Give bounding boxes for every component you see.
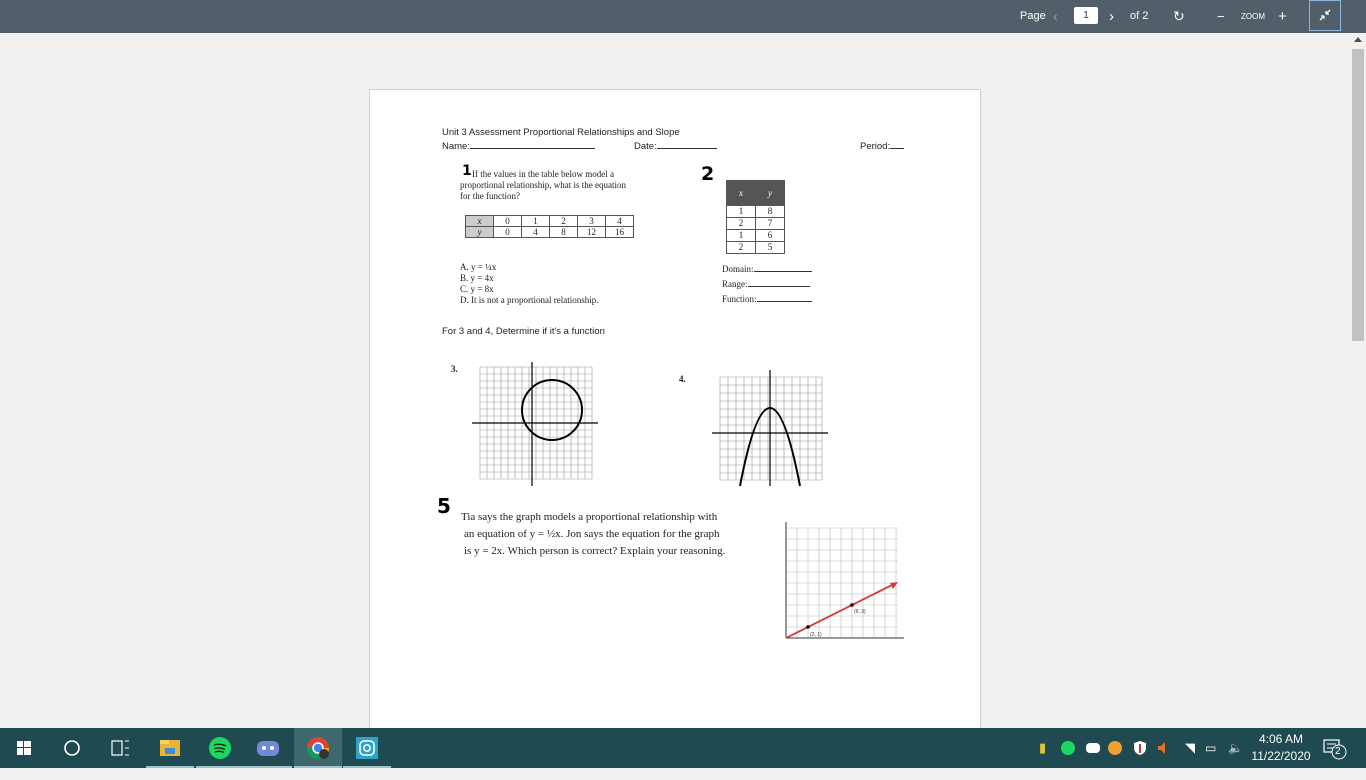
period-blank (890, 148, 904, 149)
q5-text-line: an equation of y = ½x. Jon says the equation for the graph (464, 528, 720, 540)
q1-table (465, 215, 634, 238)
table-header-y: y (756, 181, 785, 206)
table-header-y: y (466, 227, 494, 238)
discord-button[interactable] (244, 728, 292, 768)
function-field (722, 292, 812, 307)
spotify-icon (196, 728, 244, 768)
range-field (722, 277, 812, 292)
table-cell: 0 (494, 227, 522, 238)
table-cell: 12 (578, 227, 606, 238)
battery-icon[interactable]: ▭ (1205, 741, 1217, 755)
table-cell: 4 (522, 227, 550, 238)
notification-center-button[interactable] (1322, 737, 1348, 761)
table-header-x: x (727, 181, 756, 206)
discord-tray-icon[interactable] (1085, 740, 1101, 780)
table-header-x: x (466, 216, 494, 227)
q1-number: 1 (462, 163, 472, 179)
security-tray-icon[interactable]: ▮ (1039, 740, 1047, 755)
zoom-in-icon[interactable]: + (1278, 8, 1287, 25)
q5-number: 5 (437, 494, 451, 518)
date-blank (657, 148, 717, 149)
spotify-button[interactable] (196, 728, 244, 768)
table-cell: 7 (756, 218, 785, 230)
spotify-tray-icon[interactable] (1060, 740, 1076, 780)
table-cell: 2 (727, 218, 756, 230)
rotate-icon[interactable]: ↻ (1173, 8, 1185, 24)
q5-point-label-1: (2, 1) (810, 632, 822, 638)
table-cell: 0 (494, 216, 522, 227)
clock[interactable] (1250, 731, 1312, 765)
name-blank (470, 148, 595, 149)
vertical-scrollbar[interactable] (1350, 33, 1366, 728)
file-explorer-button[interactable] (146, 728, 194, 768)
page-count: of 2 (1130, 10, 1149, 22)
shield-tray-icon[interactable] (1132, 740, 1148, 780)
windows-logo-icon (0, 728, 48, 768)
table-row (727, 218, 785, 230)
function-blank (757, 301, 812, 302)
wifi-icon[interactable]: ◥ (1185, 740, 1195, 755)
q1-text-line: proportional relationship, what is the equation (460, 180, 626, 190)
table-row (727, 230, 785, 242)
domain-label: Domain: (722, 264, 754, 274)
windows-taskbar (0, 728, 1366, 768)
task-view-button[interactable] (96, 728, 144, 768)
instagram-button[interactable] (343, 728, 391, 768)
next-page-icon[interactable]: › (1109, 8, 1114, 25)
file-explorer-icon (146, 728, 194, 768)
instruction-text: For 3 and 4, Determine if it's a function (442, 326, 605, 337)
speaker-muted-icon[interactable]: 🔈 (1228, 741, 1243, 755)
q4-label: 4. (679, 374, 686, 384)
zoom-label: ZOOM (1241, 12, 1265, 21)
scroll-up-arrow-icon[interactable] (1354, 37, 1362, 42)
table-cell: 8 (550, 227, 578, 238)
task-view-icon (96, 728, 144, 768)
table-cell: 1 (727, 206, 756, 218)
q3-label: 3. (451, 364, 458, 374)
scroll-thumb[interactable] (1352, 49, 1364, 341)
table-row (466, 216, 634, 227)
table-cell: 5 (756, 242, 785, 254)
date-label: Date: (634, 141, 657, 152)
table-cell: 16 (606, 227, 634, 238)
date-field (634, 141, 717, 152)
table-cell: 1 (522, 216, 550, 227)
q1-text-line: for the function? (460, 191, 520, 201)
q5-line-graph (780, 520, 908, 648)
chrome-icon (294, 728, 342, 768)
range-blank (748, 286, 810, 287)
function-label: Function: (722, 294, 757, 304)
option-a: A. y = ¼x (460, 262, 497, 272)
table-row (466, 227, 634, 238)
q5-text-line: Tia says the graph models a proportional relationship with (461, 511, 718, 523)
q2-fields (722, 262, 812, 307)
domain-blank (754, 271, 812, 272)
table-cell: 3 (578, 216, 606, 227)
period-label: Period: (860, 141, 891, 152)
name-label: Name: (442, 141, 470, 152)
table-cell: 6 (756, 230, 785, 242)
discord-icon (244, 728, 292, 768)
option-d: D. It is not a proportional relationship. (460, 295, 599, 305)
table-row (727, 206, 785, 218)
pdf-page (369, 89, 981, 749)
volume-tray-icon[interactable] (1156, 740, 1172, 780)
table-header-row (727, 181, 785, 206)
option-b: B. y = 4x (460, 273, 494, 283)
table-cell: 2 (727, 242, 756, 254)
domain-field (722, 262, 812, 277)
app-tray-icon[interactable] (1107, 740, 1123, 780)
q5-text (461, 509, 725, 560)
option-c: C. y = 8x (460, 284, 494, 294)
clock-time: 4:06 AM (1258, 732, 1304, 746)
q1-text-line: If the values in the table below model a (472, 169, 614, 179)
q5-text-line: is y = 2x. Which person is correct? Explain your reasoning. (464, 545, 726, 557)
chrome-button[interactable] (294, 728, 342, 768)
q3-circle-graph (472, 362, 602, 488)
zoom-out-icon[interactable]: − (1217, 9, 1225, 24)
q1-options (460, 262, 598, 306)
instagram-icon (343, 728, 391, 768)
pdf-viewer-toolbar (0, 0, 1366, 33)
q1-text-rest (460, 180, 626, 202)
q5-point-label-2: (6, 3) (854, 609, 866, 615)
search-button[interactable] (48, 728, 96, 768)
collapse-icon (1310, 1, 1340, 30)
name-field (442, 141, 595, 152)
exit-fullscreen-button[interactable] (1309, 0, 1341, 31)
clock-date: 11/22/2020 (1251, 749, 1311, 763)
search-icon (48, 728, 96, 768)
start-button[interactable] (0, 728, 48, 768)
range-label: Range: (722, 279, 748, 289)
notification-count: 2 (1335, 746, 1341, 757)
page-number-input[interactable]: 1 (1074, 7, 1098, 24)
q4-parabola-graph (712, 370, 830, 488)
previous-page-icon[interactable]: ‹ (1053, 8, 1058, 24)
table-cell: 1 (727, 230, 756, 242)
q2-table (726, 180, 785, 254)
page-label: Page (1020, 10, 1046, 22)
q2-number: 2 (701, 163, 715, 185)
table-cell: 4 (606, 216, 634, 227)
q1-text (472, 169, 614, 180)
worksheet-title: Unit 3 Assessment Proportional Relationships and Slope (442, 127, 680, 138)
table-row (727, 242, 785, 254)
period-field (860, 141, 904, 152)
table-cell: 2 (550, 216, 578, 227)
table-cell: 8 (756, 206, 785, 218)
